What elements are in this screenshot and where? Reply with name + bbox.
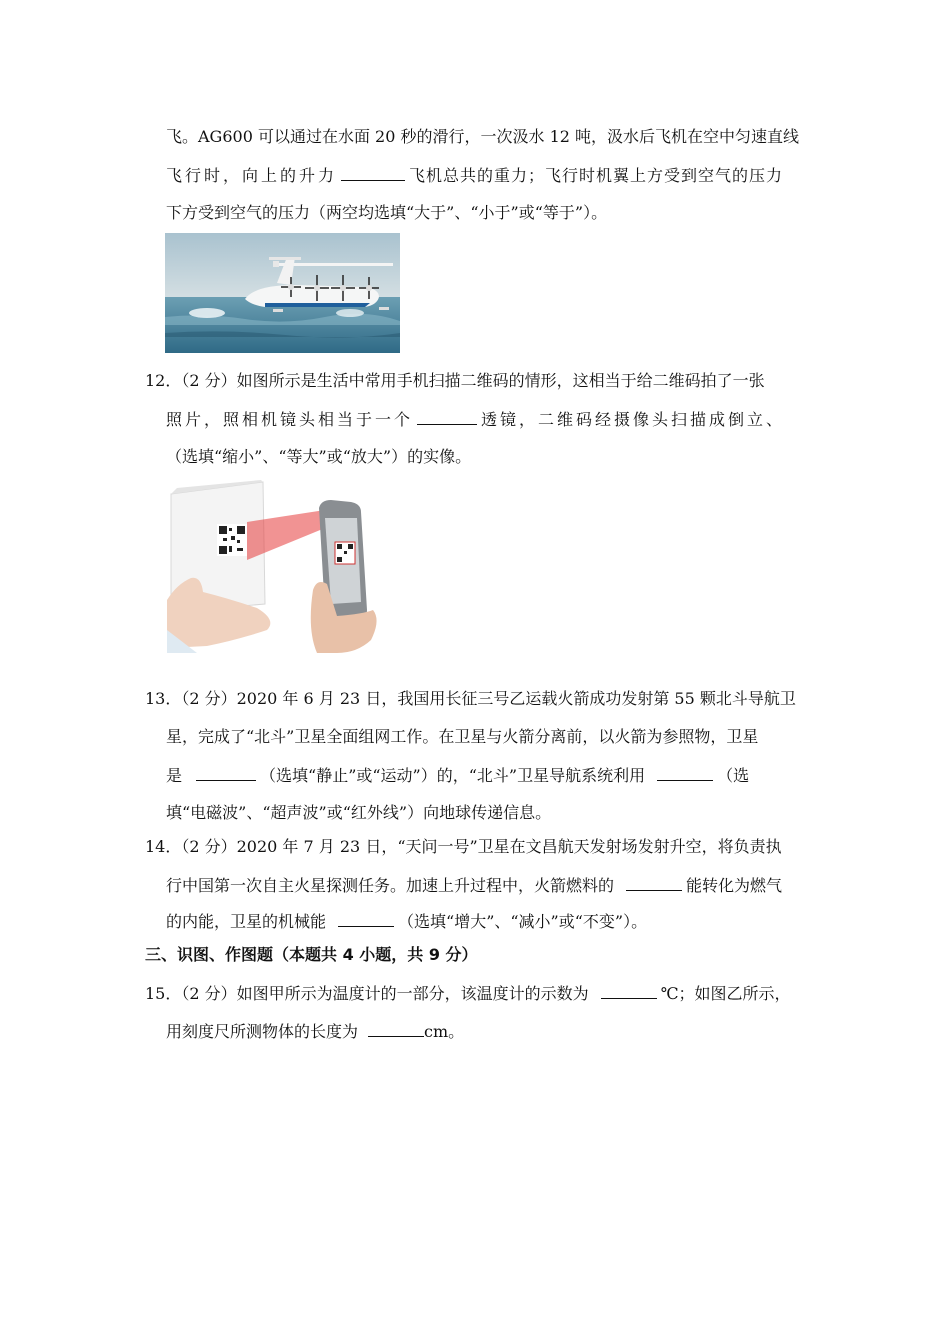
qr-scan-illustration (167, 480, 389, 653)
q14-answer-blank-1[interactable] (626, 874, 682, 891)
q15-line-2-text-b: cm。 (424, 1022, 465, 1041)
q15-line-1 (145, 982, 791, 1005)
q13-line-3-text-c: （选 (717, 766, 750, 785)
q11-line-2-text-a: 飞行时，向上的升力 (166, 166, 338, 185)
q11-line-2-text-b: 飞机总共的重力；飞行时机翼上方受到空气的压力 (409, 166, 784, 185)
q12-line-2 (166, 408, 785, 431)
q11-line-1: 飞。AG600 可以通过在水面 20 秒的滑行，一次汲水 12 吨，汲水后飞机在空中匀速直线 (166, 127, 800, 146)
q12-line-2-text-a: 照片，照相机镜头相当于一个 (166, 410, 414, 429)
q14-line-2 (166, 874, 782, 897)
q12-answer-blank-1[interactable] (417, 408, 477, 425)
q13-line-2: 星，完成了“北斗”卫星全面组网工作。在卫星与火箭分离前，以火箭为参照物，卫星 (166, 727, 759, 746)
q12-line-3: （选填“缩小”、“等大”或“放大”）的实像。 (166, 447, 472, 466)
q15-line-2 (166, 1020, 464, 1043)
q13-line-3 (166, 764, 749, 787)
q12-line-2-text-b: 透镜，二维码经摄像头扫描成倒立、 (481, 410, 786, 429)
q11-line-2 (166, 164, 783, 187)
seaplane-photo (165, 233, 400, 353)
q15-line-1-text-b: ℃；如图乙所示， (660, 984, 791, 1003)
q15-line-1-text-a: 15．（2 分）如图甲所示为温度计的一部分，该温度计的示数为 (145, 984, 589, 1003)
q15-answer-blank-1[interactable] (601, 982, 657, 999)
q14-line-2-text-b: 能转化为燃气 (686, 876, 783, 895)
q14-line-3-text-a: 的内能，卫星的机械能 (166, 912, 327, 931)
q14-answer-blank-2[interactable] (338, 910, 394, 927)
q13-answer-blank-1[interactable] (196, 764, 256, 781)
q14-line-3 (166, 910, 647, 933)
q13-answer-blank-2[interactable] (657, 764, 713, 781)
q12-line-1: 12．（2 分）如图所示是生活中常用手机扫描二维码的情形，这相当于给二维码拍了一张 (145, 371, 765, 390)
section-3-heading: 三、识图、作图题（本题共 4 小题，共 9 分） (145, 945, 478, 964)
q13-line-1: 13．（2 分）2020 年 6 月 23 日，我国用长征三号乙运载火箭成功发射第 55 颗北斗导航卫 (145, 689, 796, 708)
q13-line-4: 填“电磁波”、“超声波”或“红外线”）向地球传递信息。 (166, 803, 552, 822)
q14-line-3-text-b: （选填“增大”、“减小”或“不变”）。 (398, 912, 648, 931)
q11-answer-blank-1[interactable] (341, 164, 405, 181)
q11-line-3: 下方受到空气的压力（两空均选填“大于”、“小于”或“等于”）。 (166, 203, 608, 222)
q13-line-3-text-a: 是 (166, 766, 183, 785)
q15-line-2-text-a: 用刻度尺所测物体的长度为 (166, 1022, 359, 1041)
q15-answer-blank-2[interactable] (368, 1020, 424, 1037)
q13-line-3-text-b: （选填“静止”或“运动”）的，“北斗”卫星导航系统利用 (260, 766, 646, 785)
q14-line-1: 14．（2 分）2020 年 7 月 23 日，“天问一号”卫星在文昌航天发射场发射升空，将负责执 (145, 837, 782, 856)
seaplane-illustration (165, 233, 400, 353)
qr-scan-photo (167, 480, 389, 653)
q14-line-2-text-a: 行中国第一次自主火星探测任务。加速上升过程中，火箭燃料的 (166, 876, 615, 895)
